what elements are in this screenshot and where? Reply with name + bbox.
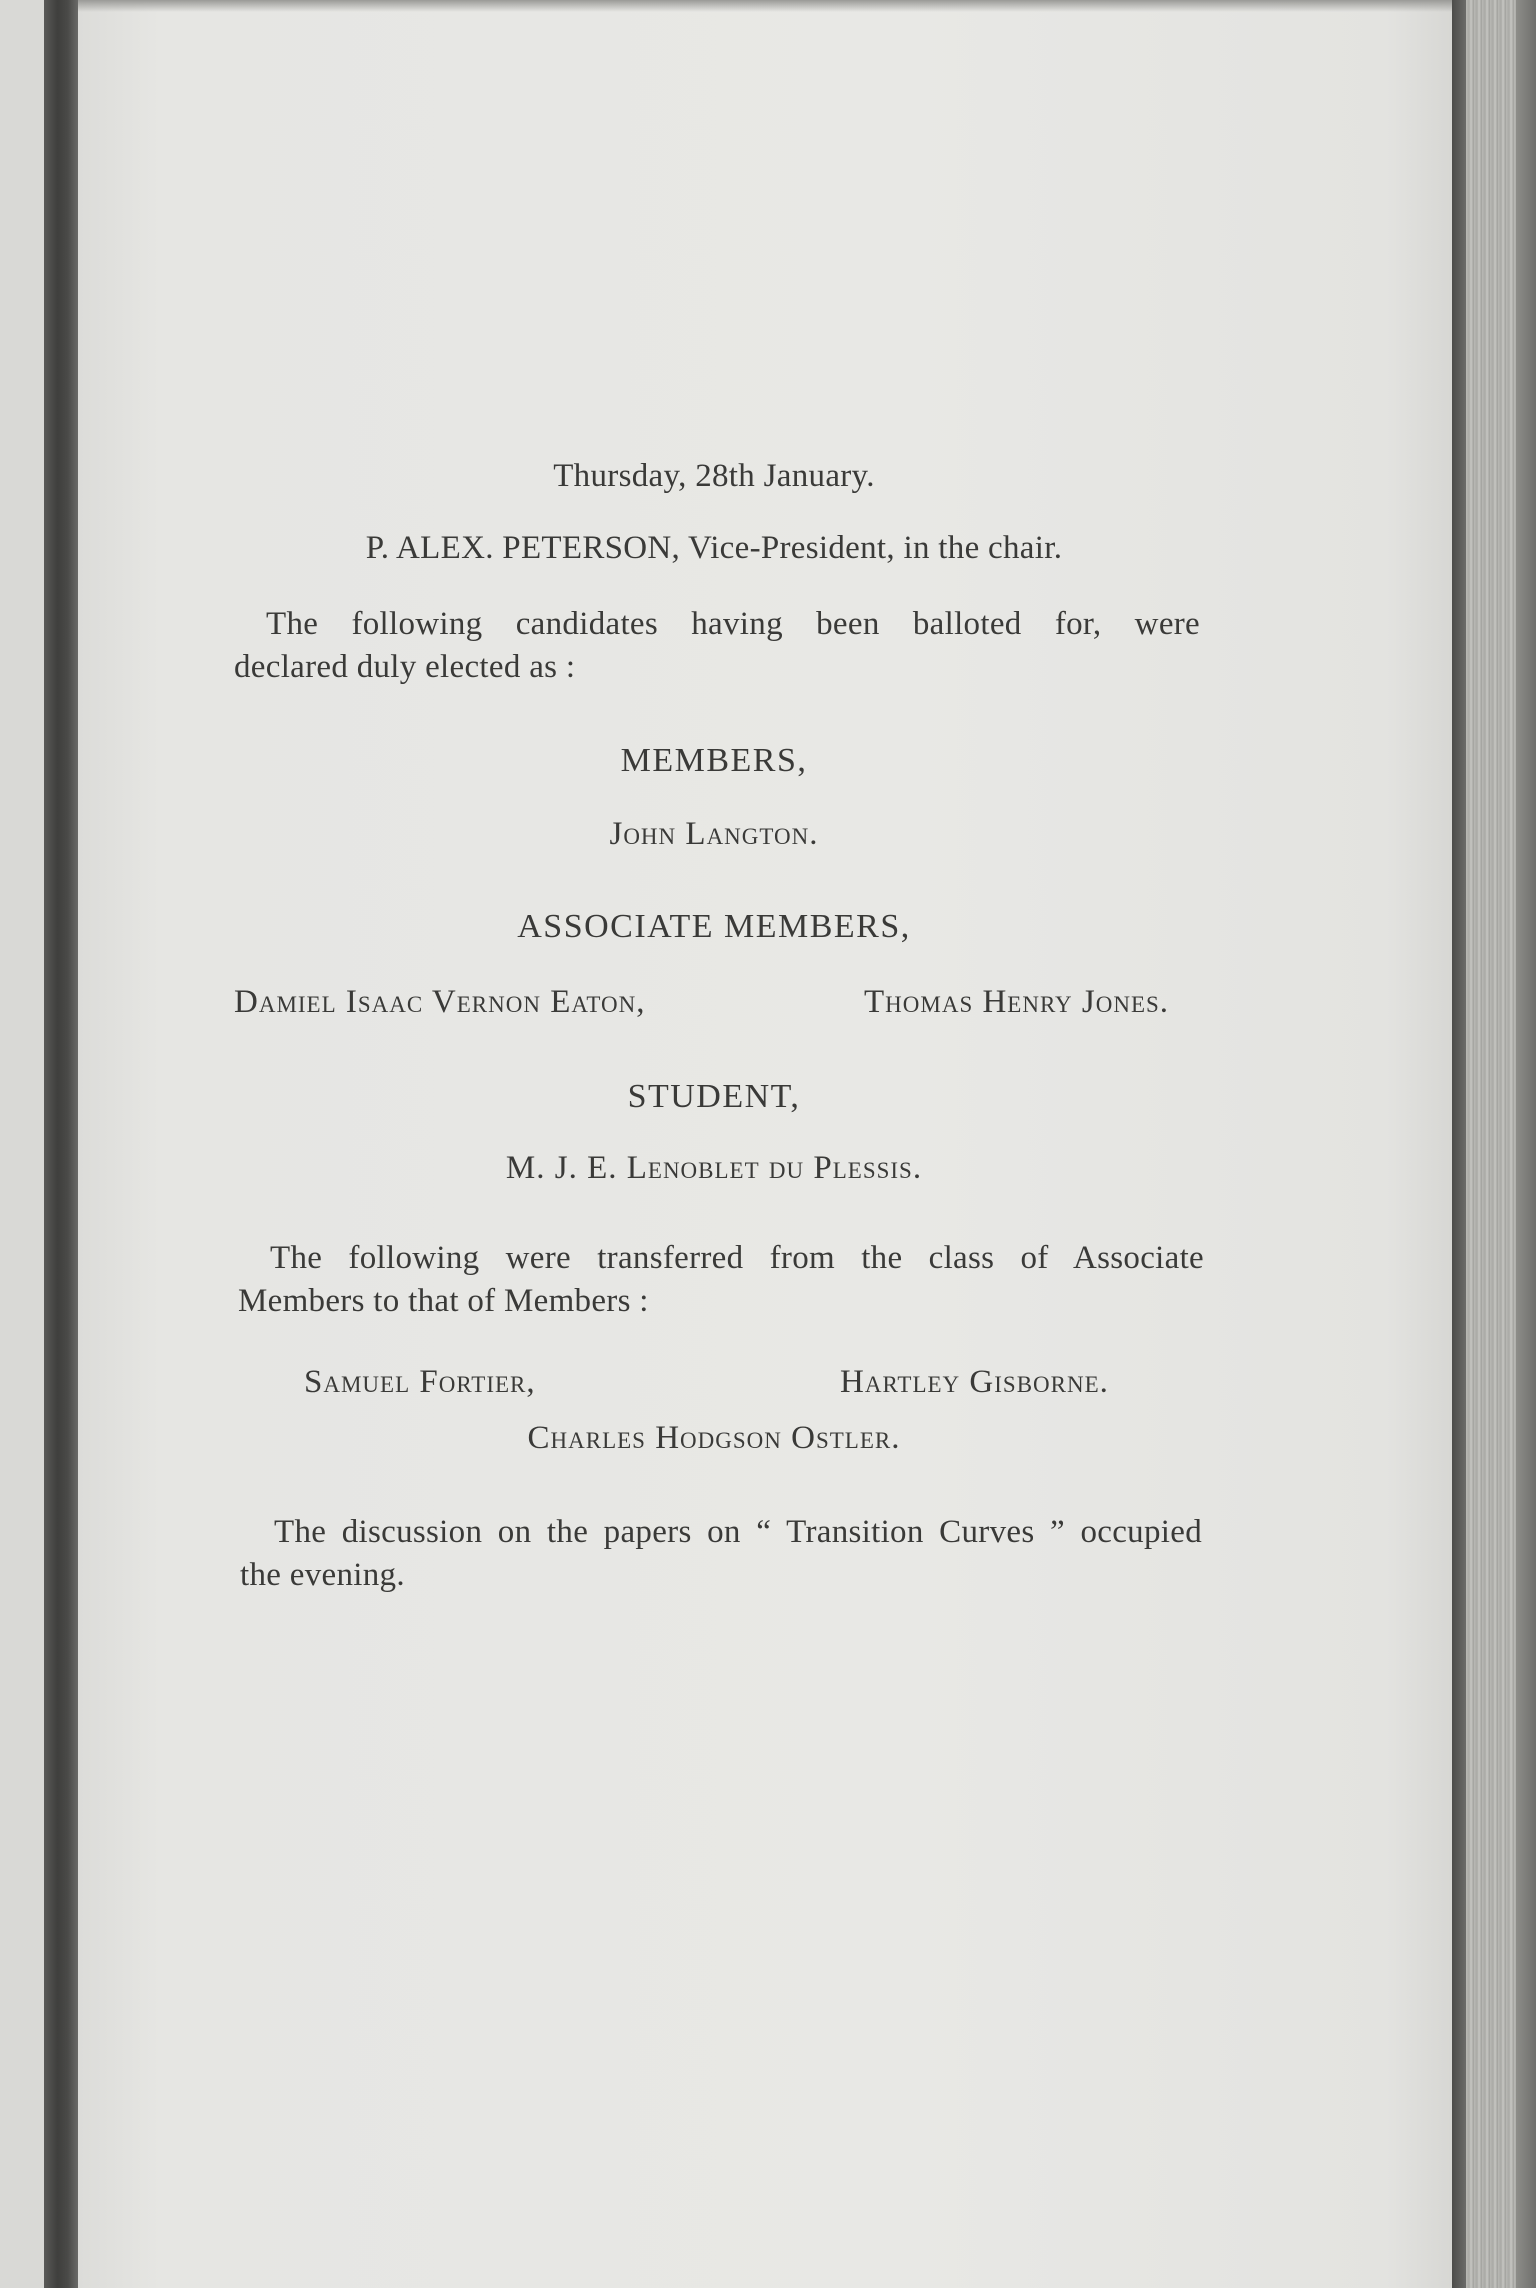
transferred-member-name: Hartley Gisborne.	[840, 1364, 1109, 1400]
ballot-paragraph-line-2: declared duly elected as :	[234, 649, 576, 685]
book-gutter	[44, 0, 78, 2288]
book-cover-edge	[1516, 0, 1536, 2288]
chair-line: P. ALEX. PETERSON, Vice-President, in the chair.	[365, 530, 1063, 566]
page-edge-shadow	[1452, 0, 1466, 2288]
transferred-member-name: Charles Hodgson Ostler.	[527, 1420, 901, 1456]
meeting-date: Thursday, 28th January.	[553, 458, 875, 494]
transfer-paragraph	[238, 1240, 1204, 1320]
discussion-paragraph	[240, 1514, 1202, 1594]
student-heading: STUDENT,	[627, 1078, 801, 1115]
facing-page-edge	[0, 0, 44, 2288]
members-heading: MEMBERS,	[620, 742, 808, 779]
ballot-paragraph-line-1: The following candidates having been balloted for, were	[266, 606, 1200, 642]
associate-members-heading: ASSOCIATE MEMBERS,	[517, 908, 911, 945]
member-name: John Langton.	[609, 816, 819, 852]
student-name: M. J. E. Lenoblet du Plessis.	[505, 1150, 923, 1186]
transfer-paragraph-line-1: The following were transferred from the class of Associate	[270, 1240, 1204, 1276]
book-page	[78, 0, 1456, 2288]
transfer-paragraph-line-2: Members to that of Members :	[238, 1283, 649, 1319]
transferred-member-name: Samuel Fortier,	[304, 1364, 536, 1400]
ballot-paragraph	[234, 606, 1200, 686]
associate-member-name: Thomas Henry Jones.	[864, 984, 1170, 1020]
associate-member-name: Damiel Isaac Vernon Eaton,	[234, 984, 646, 1020]
discussion-paragraph-line-1: The discussion on the papers on “ Transition Curves ” occupied	[274, 1514, 1202, 1550]
discussion-paragraph-line-2: the evening.	[240, 1557, 405, 1593]
page-top-shadow	[78, 0, 1456, 12]
